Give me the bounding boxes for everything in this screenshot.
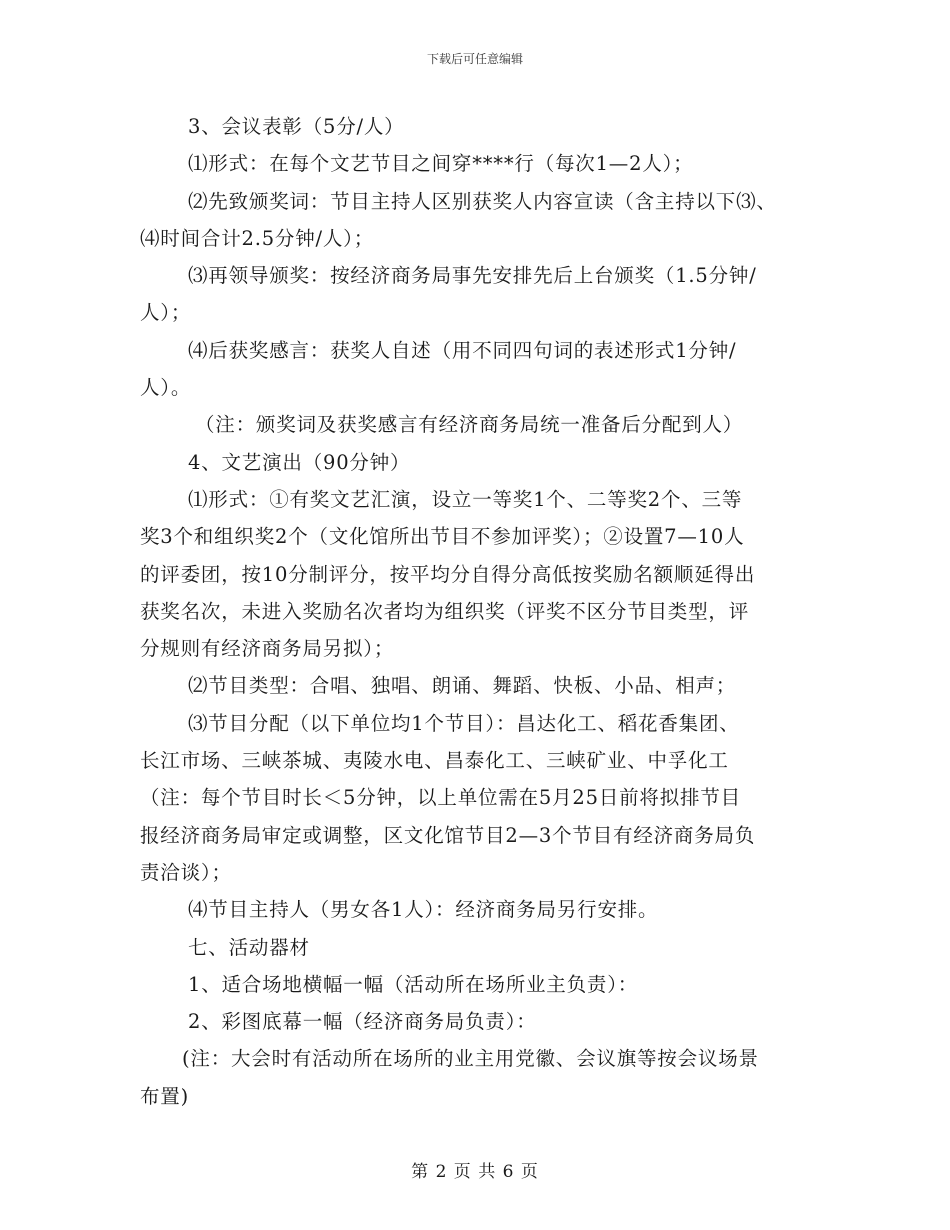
paragraph-line: （注：每个节目时长＜5分钟，以上单位需在5月25日前将拟排节目: [140, 786, 741, 810]
paragraph-line: 奖3个和组织奖2个（文化馆所出节目不参加评奖）；②设置7—10人: [140, 525, 745, 549]
paragraph-line: 布置): [140, 1084, 190, 1108]
paragraph-line: 的评委团，按10分制评分，按平均分自得分高低按奖励名额顺延得出: [140, 562, 756, 586]
paragraph-line: 获奖名次，未进入奖励名次者均为组织奖（评奖不区分节目类型，评: [140, 599, 750, 623]
paragraph-line: ⑴形式：①有奖文艺汇演，设立一等奖1个、二等奖2个、三等: [188, 487, 743, 511]
document-body: [140, 108, 820, 1115]
paragraph-line: ⑷后获奖感言：获奖人自述（用不同四句词的表述形式1分钟/: [188, 338, 737, 362]
page-number-footer: 第 2 页 共 6 页: [411, 1162, 539, 1182]
paragraph-line: 1、适合场地横幅一幅（活动所在场所业主负责）：: [188, 972, 639, 996]
page-header-note: 下载后可任意编辑: [426, 52, 523, 66]
paragraph-line: ⑷时间合计2.5分钟/人）；: [140, 226, 375, 250]
note-line: （注：颁奖词及获奖感言有经济商务局统一准备后分配到人）: [195, 413, 744, 437]
section-heading-performance: 4、文艺演出（90分钟）: [188, 450, 411, 474]
paragraph-line: ⑴形式：在每个文艺节目之间穿****行（每次1—2人）；: [188, 152, 694, 176]
paragraph-line: 责洽谈）；: [140, 860, 232, 884]
paragraph-line: ⑵先致颁奖词：节目主持人区别获奖人内容宣读（含主持以下⑶、: [188, 189, 777, 213]
paragraph-line: ⑷节目主持人（男女各1人）：经济商务局另行安排。: [188, 898, 659, 922]
paragraph-line: 2、彩图底幕一幅（经济商务局负责）：: [188, 1010, 537, 1034]
paragraph-line: ⑵节目类型：合唱、独唱、朗诵、舞蹈、快板、小品、相声；: [188, 674, 737, 698]
note-line: (注：大会时有活动所在场所的业主用党徽、会议旗等按会议场景: [182, 1047, 759, 1071]
paragraph-line: ⑶节目分配（以下单位均1个节目）：昌达化工、稻花香集团、: [188, 711, 740, 735]
section-heading-equipment: 七、活动器材: [188, 935, 310, 959]
paragraph-line: 人）。: [140, 376, 192, 400]
paragraph-line: 分规则有经济商务局另拟）；: [140, 637, 395, 661]
paragraph-line: 人）；: [140, 301, 192, 325]
paragraph-line: ⑶再领导颁奖：按经济商务局事先安排先后上台颁奖（1.5分钟/: [188, 264, 757, 288]
section-heading-meeting-award: 3、会议表彰（5分/人）: [188, 115, 405, 138]
paragraph-line: 报经济商务局审定或调整，区文化馆节目2—3个节目有经济商务局负: [140, 823, 756, 847]
paragraph-line: 长江市场、三峡茶城、夷陵水电、昌泰化工、三峡矿业、中孚化工: [140, 749, 729, 773]
